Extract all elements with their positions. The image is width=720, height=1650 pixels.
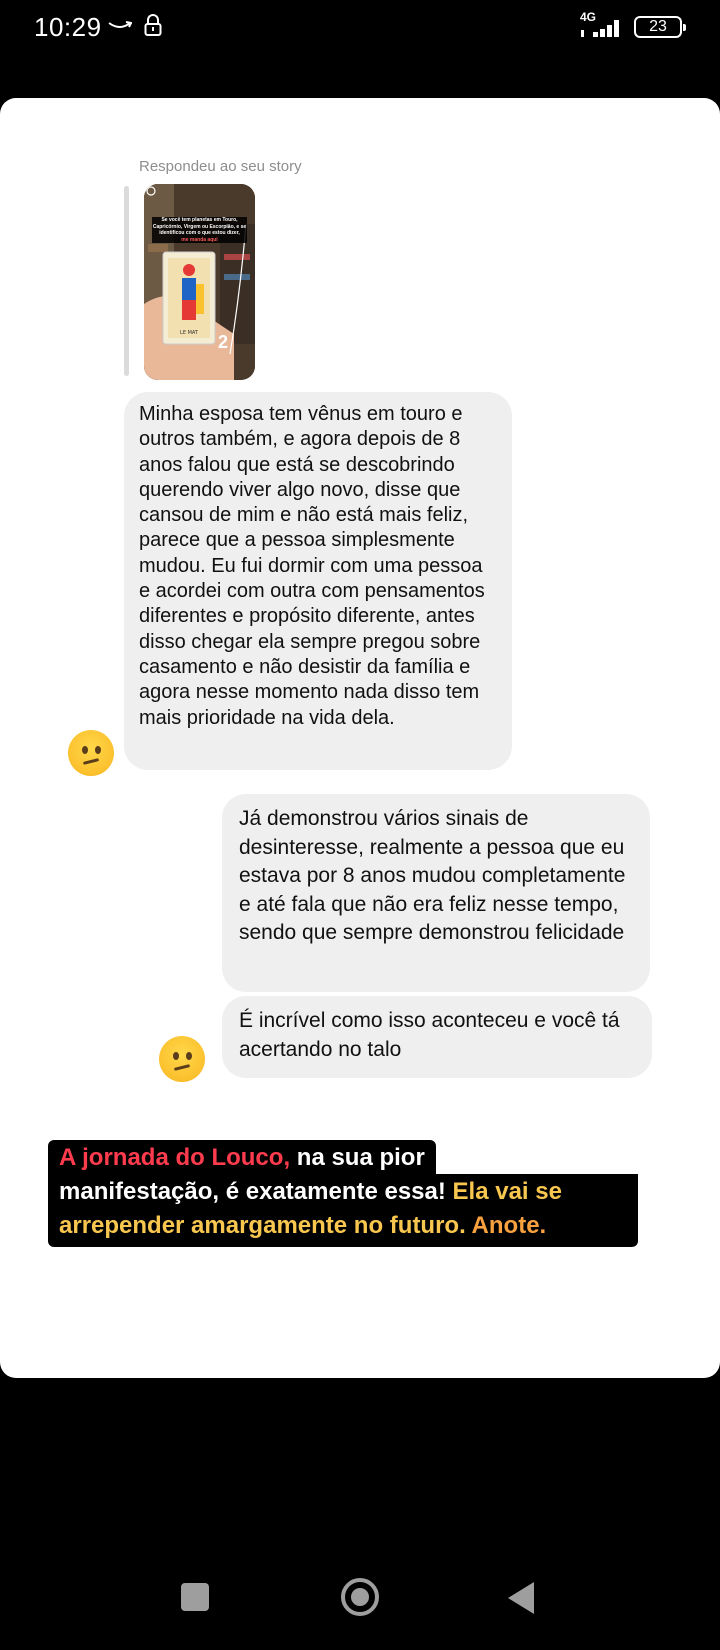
story-overlay-text: Se você tem planetas em Touro, Capricórnio, Virgem ou Escorpião, e se identificou com o que estou dizer, me manda aqui	[152, 217, 247, 243]
confused-face-icon	[159, 1036, 205, 1082]
message-bubble-received: É incrível como isso aconteceu e você tá acertando no talo	[222, 996, 652, 1078]
message-bubble-received: Já demonstrou vários sinais de desinteresse, realmente a pessoa que eu estava por 8 anos mudou completamente e até fala que não era feliz nesse tempo, sendo que sempre demonstrou felicidade	[222, 794, 650, 992]
amazon-smile-icon	[108, 20, 132, 32]
confused-face-icon	[68, 730, 114, 776]
lock-icon	[144, 14, 162, 36]
battery-icon: 23	[634, 16, 682, 38]
svg-text:LE MAT: LE MAT	[180, 330, 198, 336]
status-time: 10:29	[34, 12, 102, 42]
home-button[interactable]	[341, 1578, 379, 1616]
signal-icon	[580, 16, 624, 38]
back-button[interactable]	[508, 1582, 534, 1614]
caption-line-1: A jornada do Louco, na sua pior	[48, 1140, 436, 1175]
caption-line-2: manifestação, é exatamente essa! Ela vai se	[48, 1174, 638, 1209]
story-image	[144, 184, 255, 380]
story-thumbnail[interactable]	[144, 184, 255, 380]
navigation-bar	[0, 1560, 720, 1650]
status-bar	[0, 0, 720, 56]
reply-quote-bar	[124, 186, 129, 376]
story-card	[0, 98, 720, 1378]
reply-header: Respondeu ao seu story	[139, 158, 302, 175]
caption-line-3: arrepender amargamente no futuro. Anote.	[48, 1208, 638, 1247]
story-count: 2	[218, 332, 229, 352]
network-type: 4G	[580, 10, 597, 24]
message-bubble-received: Minha esposa tem vênus em touro e outros também, e agora depois de 8 anos falou que está se descobrindo querendo viver algo novo, disse que cansou de mim e não está mais feliz, parece que a pessoa simplesmente mudou. Eu fui dormir com uma pessoa e acordei com outra com pensamentos diferentes e propósito diferente, antes disso chegar ela sempre pregou sobre casamento e não desistir da família e agora nesse momento nada disso tem mais prioridade na vida dela.	[124, 392, 512, 770]
recent-apps-button[interactable]	[181, 1583, 209, 1611]
